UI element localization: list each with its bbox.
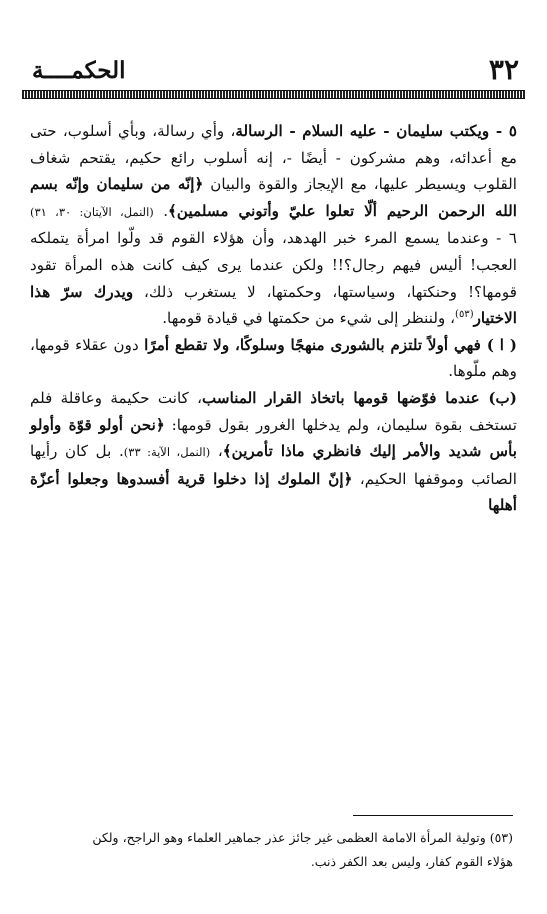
header-rule xyxy=(22,90,525,99)
p5-punct: . xyxy=(153,201,169,220)
pb-quran-verse-1: ﴿نحن أولو قوّة وأولو بأس شديد والأمر إليك فانظري ماذا تأمرين﴾ xyxy=(30,415,517,461)
page-header xyxy=(22,50,525,96)
paragraph-b xyxy=(30,385,517,519)
p5-bold-lead: ويكتب سليمان - عليه السلام - الرسالة xyxy=(235,122,490,140)
pa-text: دون عقلاء قومها، وهم ملّوها. xyxy=(30,335,517,381)
body-text xyxy=(30,118,517,519)
paragraph-5 xyxy=(30,118,517,225)
pb-verse-reference: (النمل، الآية: ٣٣) xyxy=(123,445,211,460)
paragraph-a xyxy=(30,332,517,385)
footnotes xyxy=(40,826,513,874)
paragraph-6 xyxy=(30,225,517,331)
p5-text: ، وأي رسالة، وبأي أسلوب، حتى مع أعدائه، وهم مشركون - أيضًا -، إنه أسلوب رائع حكيم، يقتحم شغاف القلوب ويسيطر عليها، مع الإيجاز والقوة والبيان xyxy=(30,122,517,194)
footnote-separator xyxy=(353,815,513,816)
pb-text-2: . بل كان رأيها الصائب وموقفها الحكيم، xyxy=(30,442,517,488)
running-title: الحكمــــة xyxy=(32,57,126,84)
p6-bold-phrase: ويدرك سرّ هذا الاختيار xyxy=(30,282,517,328)
pa-bold-lead: فهي أولاً تلتزم بالشورى منهجًا وسلوكًا، ولا تقطع أمرًا xyxy=(144,335,481,354)
footnote-line-1: (٥٣) وتولية المرأة الامامة العظمى غير جائز عذر جماهير العلماء وهو الراجح، ولكن xyxy=(92,830,513,845)
pb-bold-lead: عندما فوّضها قومها باتخاذ القرار المناسب xyxy=(202,388,480,407)
pb-text: ، كانت حكيمة وعاقلة فلم تستخف بقوة سليمان، ولم يدخلها الغرور بقول قومها: xyxy=(30,388,518,434)
pb-label: (ب) xyxy=(479,388,517,407)
pb-quran-verse-2: ﴿إنّ الملوك إذا دخلوا قرية أفسدوها وجعلوا أعزّة أهلها xyxy=(30,469,517,515)
p6-text-end: ، ولننظر إلى شيء من حكمتها في قيادة قومها. xyxy=(162,309,456,328)
p6-text: ٦ - وعندما يسمع المرء خبر الهدهد، وأن هؤلاء القوم قد ولّوا امرأة يتملكه العجب! أليس فيهم رجال؟!! ولكن عندما يرى كيف كانت هذه المرأة تقود قومها؟! وحنكتها، وسياستها، وحكمتها، لا يستغرب ذلك، xyxy=(30,229,517,301)
pa-label: ( ا ) xyxy=(480,335,517,354)
footnote-line-2: هؤلاء القوم كفار، وليس بعد الكفر ذنب. xyxy=(310,854,513,869)
p5-number: ٥ - xyxy=(489,122,517,140)
p5-verse-reference: (النمل، الآيتان: ٣٠، ٣١) xyxy=(30,204,154,219)
page-number: ٣٢ xyxy=(488,53,519,86)
footnote-marker: (٥٣) xyxy=(455,309,474,321)
p5-quran-verse: ﴿إنّه من سليمان وإنّه بسم الله الرحمن الرحيم ألّا تعلوا عليّ وأتوني مسلمين﴾ xyxy=(30,175,517,220)
pb-punct: ، xyxy=(210,442,223,461)
